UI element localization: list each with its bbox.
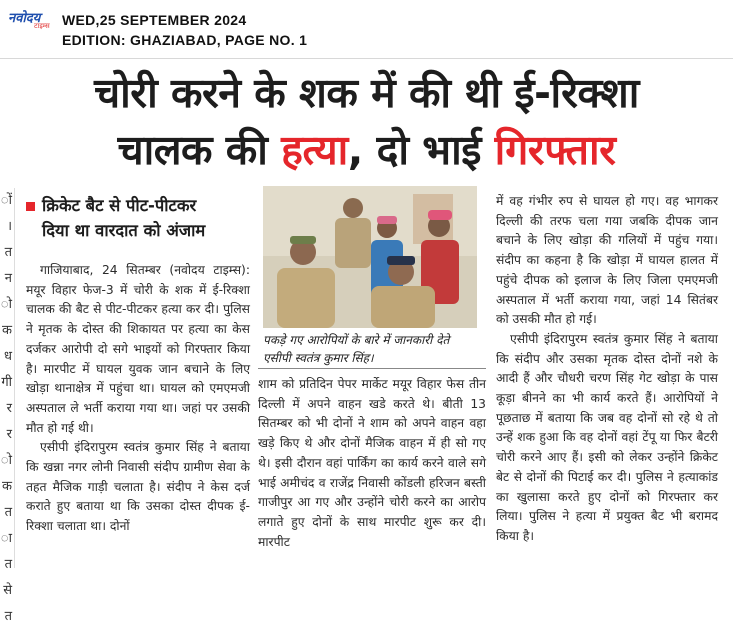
subheading-text [42,193,252,243]
headline-highlight-arrested: गिरफ्तार [494,126,616,174]
fragment-glyph: त [4,609,12,624]
fragment-glyph: । [7,219,12,234]
news-photo [263,186,477,328]
article-paragraph: एसीपी इंदिरापुरम स्वतंत्र कुमार सिंह ने बताया कि खन्ना नगर लोनी निवासी संदीप ग्रामीण सेवा के तहत मैजिक गाड़ी चलाता है। संदीप ने केस दर्ज कराते हुए बताया था कि उसका दोस्त दीपक ई-रिक्शा चलाता था। दोनों [26,440,250,534]
article-column-3 [496,192,718,547]
fragment-glyph: क [2,323,12,338]
date-line: WED,25 SEPTEMBER 2024 [62,12,247,28]
article-column-2 [258,375,486,552]
headline-line-2 [0,122,733,178]
photo-illustration [263,186,477,328]
fragment-glyph: र [6,401,12,416]
article-paragraph: में वह गंभीर रुप से घायल हो गए। वह भागकर दिल्ली की तरफ चला गया जबकि दीपक जान बचाने के लिए खोड़ा की गलियों में पहुंच गया। संदीप का कहना है कि खोड़ा में घायल हालत में पहुंचे दीपक को इलाज के लिए जिला एमएमजी अस्पताल में भर्ती कराया गया, जहां 14 सितंबर को उसकी मौत हो गई। [496,194,718,327]
fragment-glyph: से [3,583,12,598]
subheading-line-1: क्रिकेट बैट से पीट-पीटकर [42,196,197,215]
photo-caption: पकड़े गए आरोपियों के बारे में जानकारी देते एसीपी स्वतंत्र कुमार सिंह। [263,333,450,365]
subheading [22,193,252,243]
logo-subtext: टाइम्स [34,22,50,30]
fragment-glyph: त [4,557,12,572]
headline [0,64,733,178]
headline-highlight-murder: हत्या [281,126,348,174]
fragment-glyph: त [4,245,12,260]
headline-text-a: चालक की [117,126,282,174]
caption-divider [258,368,486,369]
fragment-glyph: ध [4,349,12,364]
fragment-glyph: न [4,271,12,286]
edition-line: EDITION: GHAZIABAD, PAGE NO. 1 [62,32,308,48]
headline-text-b: , दो भाई [347,126,495,174]
article-paragraph: गाजियाबाद, 24 सितम्बर (नवोदय टाइम्स): मयूर विहार फेज-3 में चोरी के शक में ई-रिक्शा चालक की बैट से पीट-पीटकर हत्या कर दी। पुलिस ने मृतक के दोस्त की शिकायत पर हत्या का केस दर्जकर आरोपी दो सगे भाइयों को गिरफ्तार किया है। मारपीट में घायल युवक जान बचाने के लिए खोड़ा थानाक्षेत्र में पहुंचा था। घायल को एमएमजी अस्पताल ले भर्ती कराया गया था। जहां पर उसकी मौत हो गई थी। [26,263,250,435]
newspaper-logo [8,12,54,42]
logo-text: नवोदय [8,11,41,26]
edition-info [62,10,307,50]
fragment-glyph: ो [0,453,12,468]
fragment-glyph: गी [1,375,12,390]
fragment-glyph: ा [0,531,12,546]
fragment-glyph: क [2,479,12,494]
fragment-glyph: ो [0,297,12,312]
header-divider [0,58,733,59]
article-paragraph: एसीपी इंदिरापुरम स्वतंत्र कुमार सिंह ने बताया कि संदीप और उसका मृतक दोस्त दोनों नशे के आदी हैं और चौधरी चरण सिंह गेट खोड़ा के पास कूड़ा बीनने का भी कार्य करते हैं। आरोपियों ने पूछताछ में बताया कि जब वह दोनों सो रहे थे तो उन्हें शक हुआ कि वह दोनों वहां टेंपू या फिर बैटरी चोरी करने आए हैं। इसी को लेकर उन्होंने क्रिकेट बेट से दोनों की पिटाई कर दी। पुलिस ने हत्याकांड का खुलासा करते हुए दोनों को गिरफ्तार कर लिया। पुलिस ने हत्या में प्रयुक्त बैट भी बरामद किया है। [496,331,718,543]
article-paragraph: शाम को प्रतिदिन पेपर मार्केट मयूर विहार फेस तीन दिल्ली में अपने वाहन खडे करते थे। बीती 13 सितम्बर को भी दोनों ने शाम को अपने वाहन वहा खड़े किए थे और दोनों मैजिक वाहन में ही सो गए थे। इसी दौरान वहां पार्किंग का कार्य करने वाले सगे भाई अमीचंद व राजेंद्र निवासी कोंडली हरिजन बस्ती गाजीपुर आ गए और उन्होंने चोरी करने का आरोप लगाते हुए दोनों के साथ मारपीट शुरू कर दी। मारपीट [258,377,486,549]
fragment-glyph: र [6,427,12,442]
fragment-glyph: ों [0,193,12,208]
article-column-1 [26,261,250,537]
page-header [0,0,733,54]
adjacent-column-fragment [0,188,15,624]
bullet-square-icon [26,202,35,211]
fragment-glyph: त [4,505,12,520]
subheading-line-2: दिया था वारदात को अंजाम [42,221,206,240]
headline-line-1: चोरी करने के शक में की थी ई-रिक्शा [94,69,639,117]
